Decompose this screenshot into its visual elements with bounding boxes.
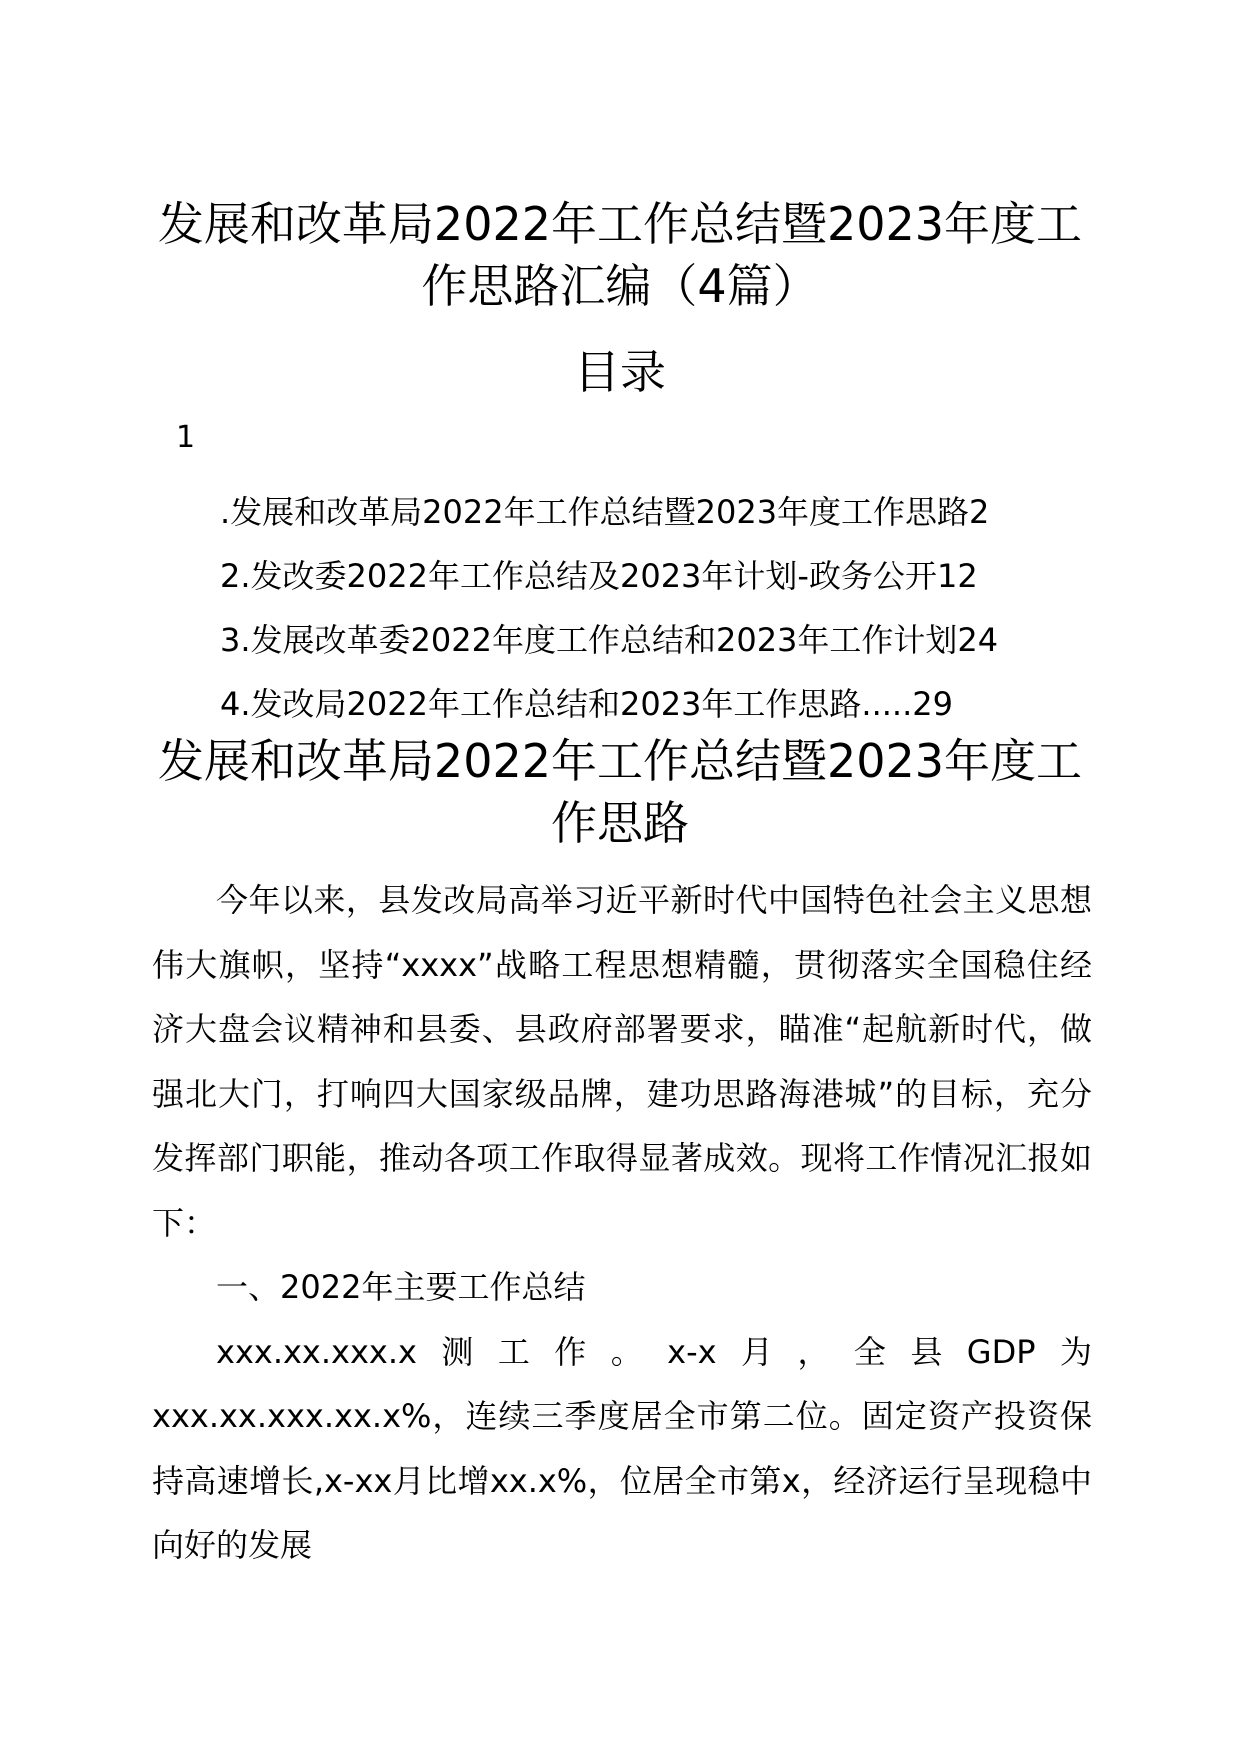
section-title-line-1: 发展和改革局2022年工作总结暨2023年度工	[157, 734, 1083, 788]
table-of-contents	[220, 480, 998, 736]
toc-item-2[interactable]: 2.发改委2022年工作总结及2023年计划-政务公开12	[220, 557, 978, 595]
document-title	[150, 193, 1090, 317]
body-paragraph-1: xxx.xx.xxx.x测工作。x-x月，全县GDP为xxx.xx.xxx.xx.x%，连续三季度居全市第二位。固定资产投资保持高速增长,x-xx月比增xx.x%，位居全市第x，经济运行呈现稳中向好的发展	[152, 1332, 1092, 1564]
toc-heading: 目录	[574, 345, 666, 399]
section-title-line-2: 作思路	[551, 796, 689, 850]
intro-paragraph: 今年以来，县发改局高举习近平新时代中国特色社会主义思想伟大旗帜，坚持“xxxx”战略工程思想精髓，贯彻落实全国稳住经济大盘会议精神和县委、县政府部署要求，瞄准“起航新时代，做强北大门，打响四大国家级品牌，建功思路海港城”的目标，充分发挥部门职能，推动各项工作取得显著成效。现将工作情况汇报如下：	[152, 881, 1092, 1242]
body-text	[152, 868, 1092, 1578]
toc-item-3[interactable]: 3.发展改革委2022年度工作总结和2023年工作计划24	[220, 621, 999, 659]
toc-number: 1	[176, 420, 196, 455]
toc-item-4[interactable]: 4.发改局2022年工作总结和2023年工作思路.....29	[220, 685, 953, 723]
document-title-line-2: 作思路汇编（4篇）	[421, 259, 819, 313]
toc-item-1[interactable]: .发展和改革局2022年工作总结暨2023年度工作思路2	[220, 493, 990, 531]
section-heading-1: 一、2022年主要工作总结	[216, 1268, 586, 1306]
section-title	[150, 730, 1090, 854]
document-title-line-1: 发展和改革局2022年工作总结暨2023年度工	[157, 197, 1083, 251]
